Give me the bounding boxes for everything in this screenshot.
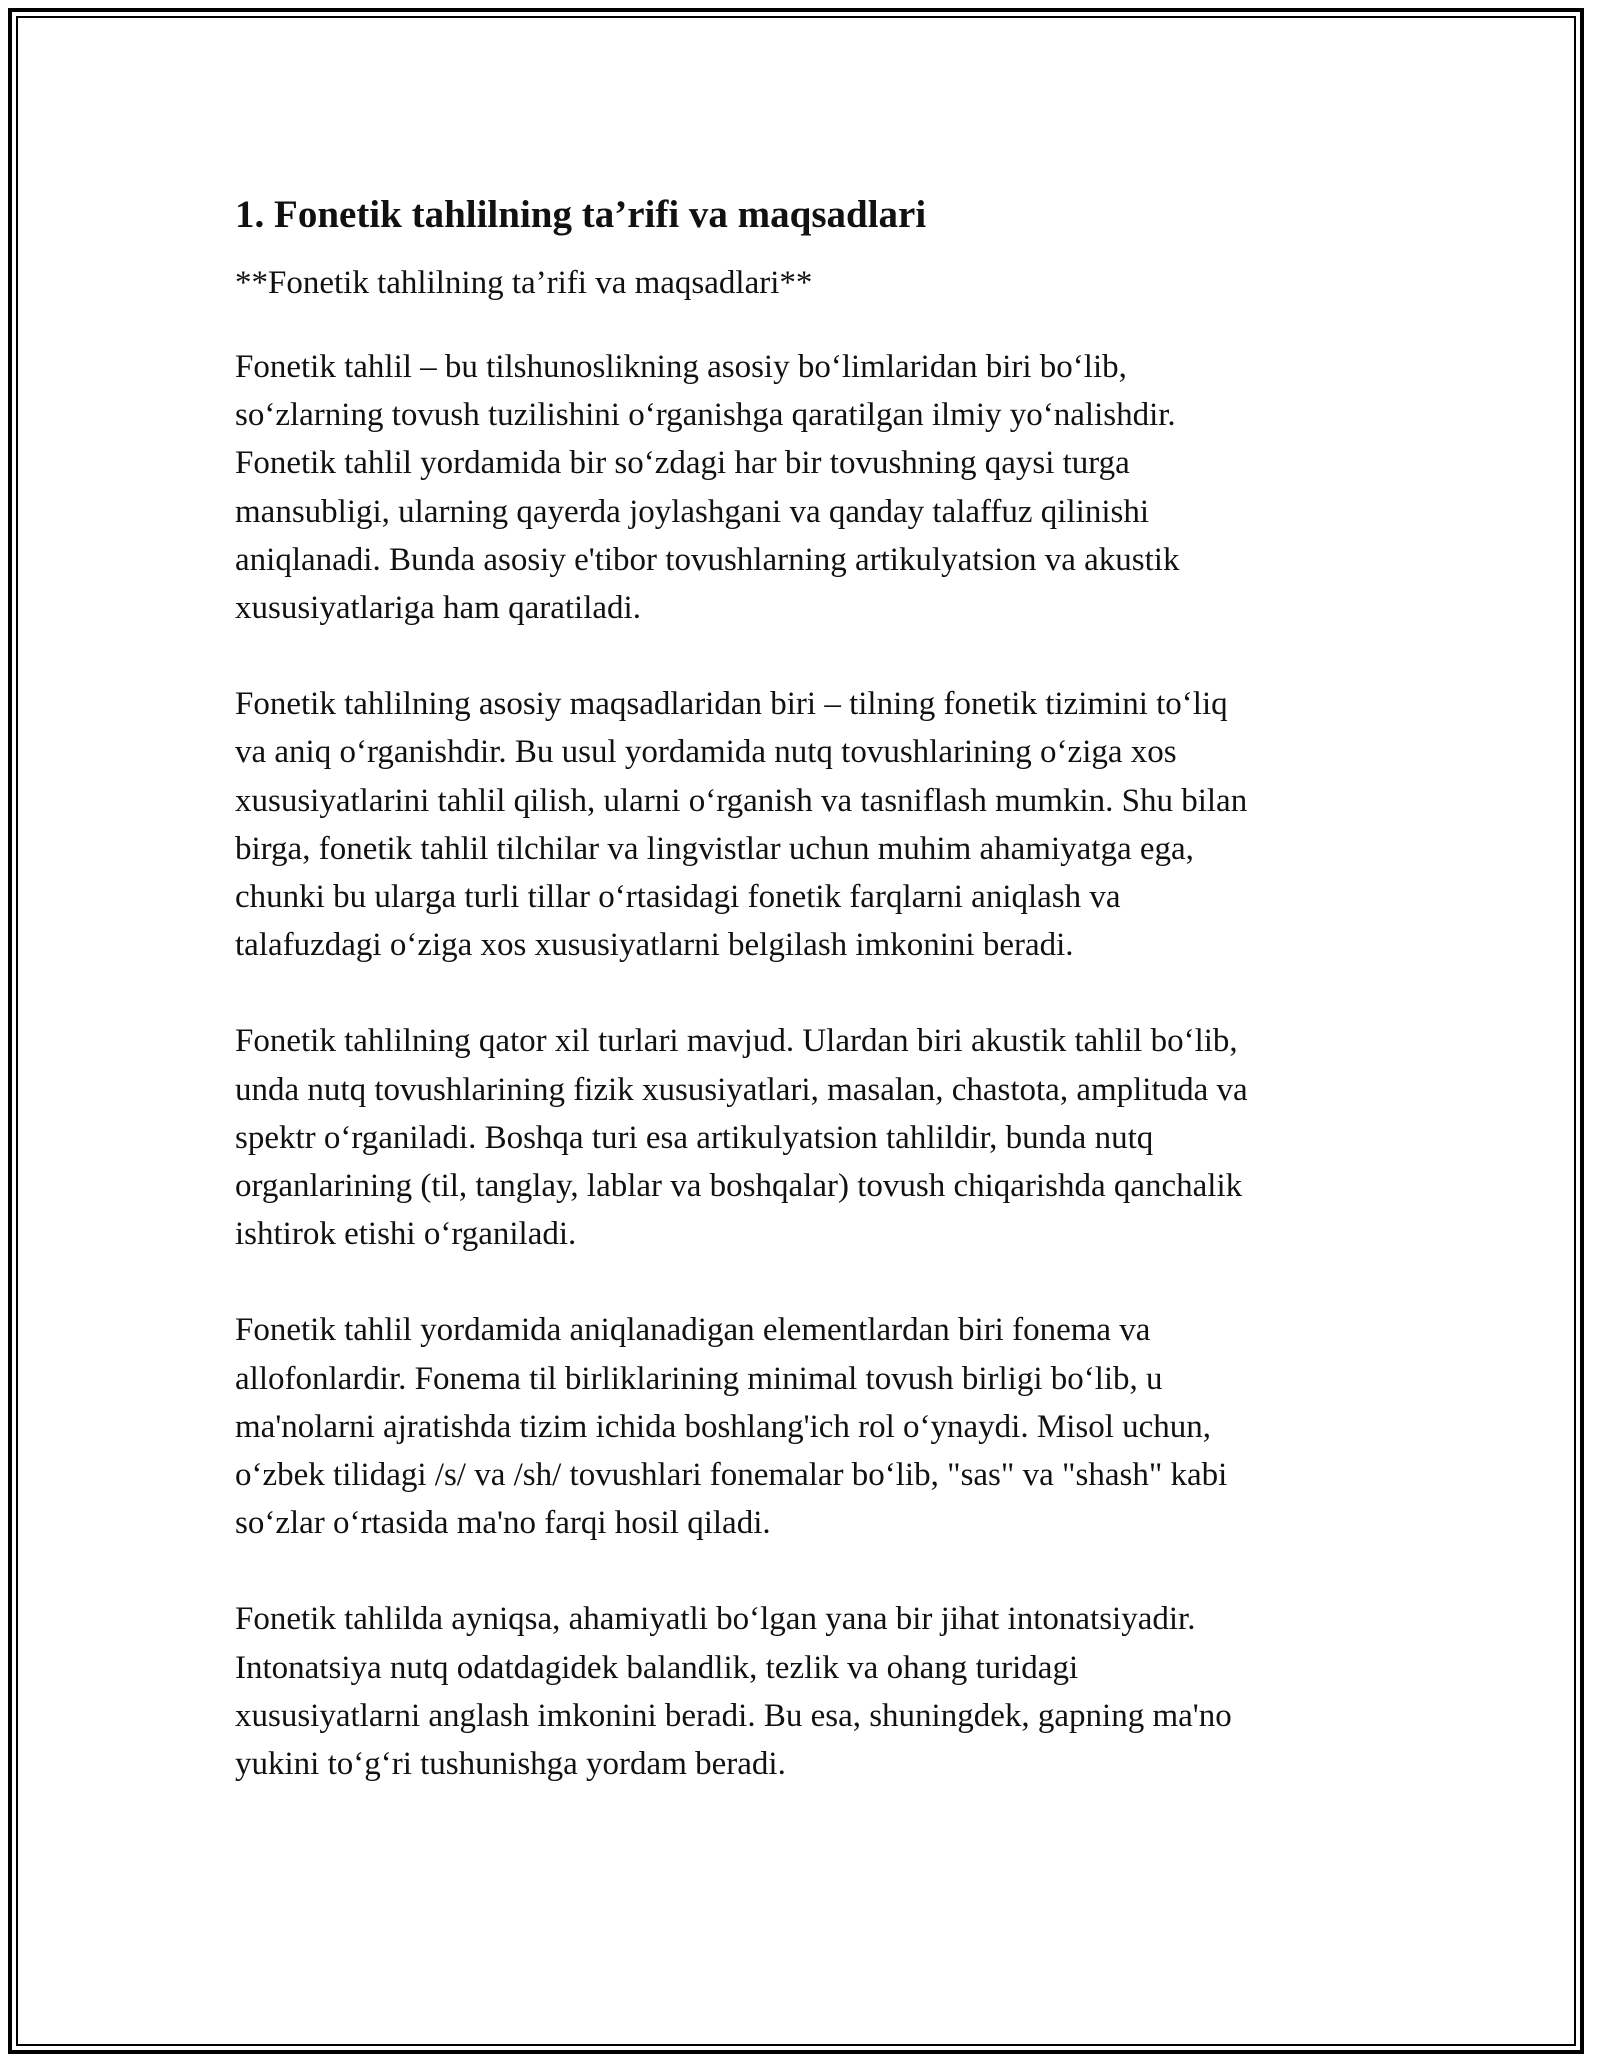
paragraph-line: va aniq o‘rganishdir. Bu usul yordamida nutq tovushlarining o‘ziga xos (235, 734, 1177, 771)
paragraph-line: xususiyatlariga ham qaratiladi. (235, 590, 641, 627)
paragraph-line: ishtirok etishi o‘rganiladi. (235, 1216, 577, 1253)
paragraph-line: Fonetik tahlil yordamida aniqlanadigan elementlardan biri fonema va (235, 1312, 1151, 1349)
paragraph-line: Intonatsiya nutq odatdagidek balandlik, tezlik va ohang turidagi (235, 1649, 1079, 1686)
paragraph-line: aniqlanadi. Bunda asosiy e'tibor tovushlarning artikulyatsion va akustik (235, 541, 1180, 578)
paragraph-line: o‘zbek tilidagi /s/ va /sh/ tovushlari fonemalar bo‘lib, "sas" va "shash" kabi (235, 1457, 1228, 1494)
paragraph-line: spektr o‘rganiladi. Boshqa turi esa artikulyatsion tahlildir, bunda nutq (235, 1119, 1154, 1156)
paragraph-intonation (235, 1595, 1370, 1788)
document-heading: 1. Fonetik tahlilning ta’rifi va maqsadlari (235, 193, 927, 236)
document-body (235, 185, 1370, 1836)
paragraph-line: ma'nolarni ajratishda tizim ichida boshlang'ich rol o‘ynaydi. Misol uchun, (235, 1408, 1212, 1445)
paragraph-line: allofonlardir. Fonema til birliklarining minimal tovush birligi bo‘lib, u (235, 1360, 1163, 1397)
paragraph-line: yukini to‘g‘ri tushunishga yordam beradi. (235, 1746, 786, 1783)
paragraph-line: mansubligi, ularning qayerda joylashgani va qanday talaffuz qilinishi (235, 493, 1149, 530)
paragraph-line: birga, fonetik tahlil tilchilar va lingvistlar uchun muhim ahamiyatga ega, (235, 830, 1194, 867)
paragraph-line: so‘zlarning tovush tuzilishini o‘rganishga qaratilgan ilmiy yo‘nalishdir. (235, 397, 1176, 434)
paragraph-line: xususiyatlarini tahlil qilish, ularni o‘rganish va tasniflash mumkin. Shu bilan (235, 782, 1248, 819)
paragraph-line: Fonetik tahlil yordamida bir so‘zdagi har bir tovushning qaysi turga (235, 445, 1130, 482)
paragraph-definition (235, 343, 1370, 632)
paragraph-line: Fonetik tahlilning asosiy maqsadlaridan biri – tilning fonetik tizimini to‘liq (235, 686, 1228, 723)
paragraph-line: organlarining (til, tanglay, lablar va boshqalar) tovush chiqarishda qanchalik (235, 1168, 1243, 1205)
paragraph-line: chunki bu ularga turli tillar o‘rtasidagi fonetik farqlarni aniqlash va (235, 879, 1121, 916)
paragraph-phonemes (235, 1306, 1370, 1547)
paragraph-types (235, 1017, 1370, 1258)
paragraph-line: xususiyatlarni anglash imkonini beradi. Bu esa, shuningdek, gapning ma'no (235, 1697, 1232, 1734)
paragraph-line: talafuzdagi o‘ziga xos xususiyatlarni belgilash imkonini beradi. (235, 927, 1074, 964)
paragraph-line: Fonetik tahlilda ayniqsa, ahamiyatli bo‘lgan yana bir jihat intonatsiyadir. (235, 1601, 1196, 1638)
paragraph-line: Fonetik tahlil – bu tilshunoslikning asosiy bo‘limlaridan biri bo‘lib, (235, 349, 1127, 385)
document-subtitle: **Fonetik tahlilning ta’rifi va maqsadlari** (235, 265, 813, 301)
paragraph-line: Fonetik tahlilning qator xil turlari mavjud. Ulardan biri akustik tahlil bo‘lib, (235, 1023, 1238, 1060)
paragraph-line: so‘zlar o‘rtasida ma'no farqi hosil qiladi. (235, 1505, 771, 1542)
paragraph-line: unda nutq tovushlarining fizik xususiyatlari, masalan, chastota, amplituda va (235, 1071, 1248, 1108)
paragraph-goals (235, 680, 1370, 969)
